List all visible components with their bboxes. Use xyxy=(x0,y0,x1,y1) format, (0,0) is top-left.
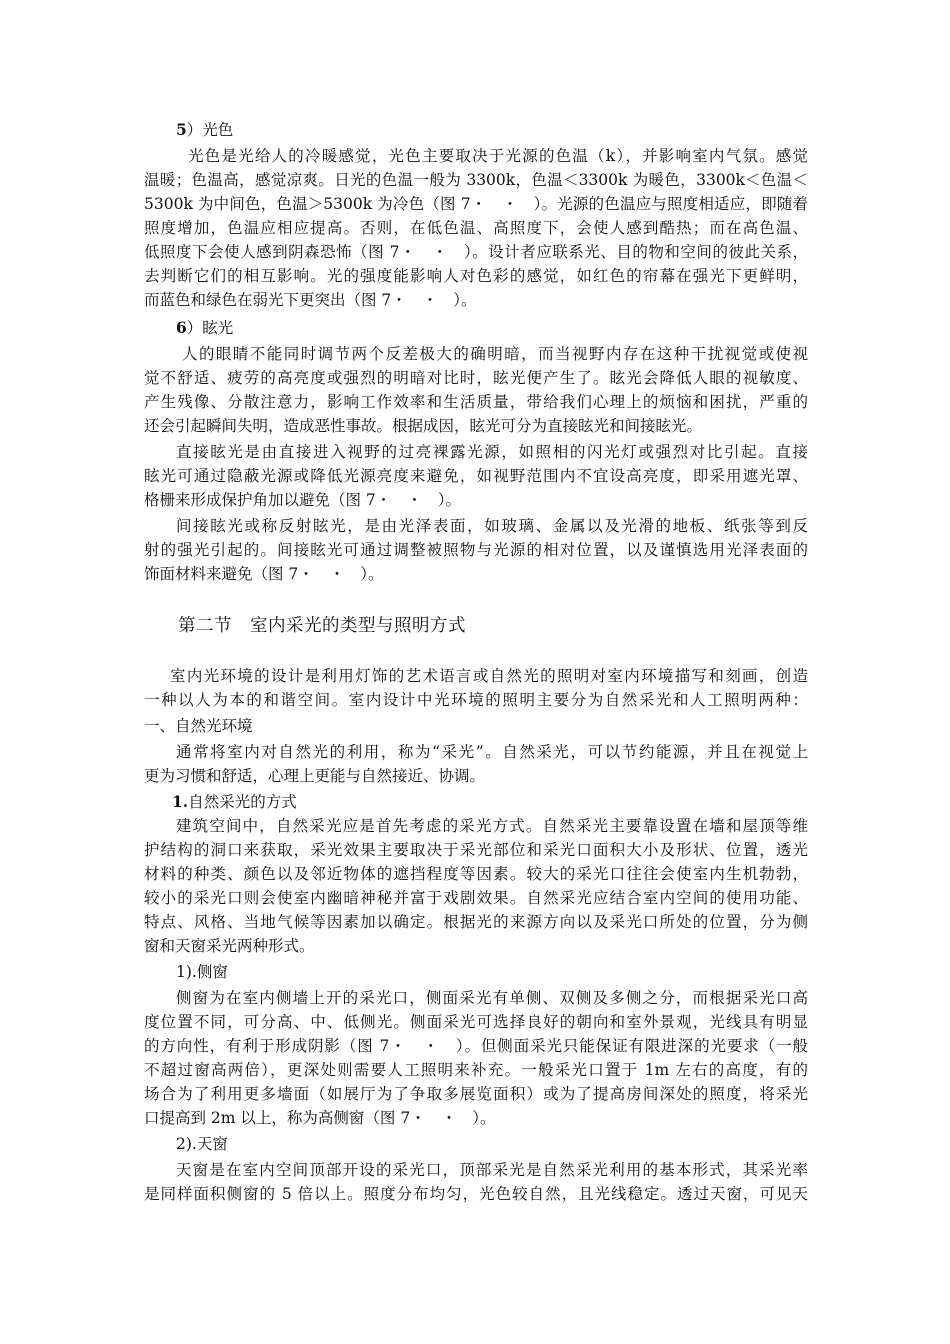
heading-line xyxy=(176,119,840,141)
text-line: 照度增加，色温应相应提高。否则，在低色温、高照度下，会使人感到酷热；而在高色温、 xyxy=(144,219,808,237)
text-line: 更为习惯和舒适，心理上更能与自然接近、协调。 xyxy=(144,767,486,785)
text-line: 口提高到 2m 以上，称为高侧窗（图 7・ ・ ）。 xyxy=(144,1109,496,1127)
section-title: 第二节 室内采光的类型与照明方式 xyxy=(178,616,466,636)
text-line: 护结构的洞口来获取，采光效果主要取决于采光部位和采光口面积大小及形状、位置，透光 xyxy=(144,841,808,859)
text-line: 产生残像、分散注意力，影响工作效率和生活质量，带给我们心理上的烦恼和困扰，严重的 xyxy=(144,393,808,411)
heading-number: 6 xyxy=(176,318,187,337)
text-line: 眩光可通过隐蔽光源或降低光源亮度来避免，如视野范围内不宜设高亮度，即采用遮光罩、 xyxy=(144,467,808,485)
text-line: 是同样面积侧窗的 5 倍以上。照度分布均匀，光色较自然，且光线稳定。透过天窗，可见天 xyxy=(144,1185,808,1203)
text-line: 窗和天窗采光两种形式。 xyxy=(144,937,315,955)
text-line: 室内光环境的设计是利用灯饰的艺术语言或自然光的照明对室内环境描写和刻画，创造 xyxy=(170,667,808,685)
text-line: 通常将室内对自然光的利用，称为“采光”。自然采光，可以节约能源，并且在视觉上 xyxy=(176,743,808,761)
text-line: 觉不舒适、疲劳的高亮度或强烈的明暗对比时，眩光便产生了。眩光会降低人眼的视敏度、 xyxy=(144,369,808,387)
text-line: 射的强光引起的。间接眩光可通过调整被照物与光源的相对位置，以及谨慎选用光泽表面的 xyxy=(144,541,808,559)
heading-text: ）光色 xyxy=(186,121,234,139)
heading-number: 5 xyxy=(176,120,187,139)
text-line: 一种以人为本的和谐空间。室内设计中光环境的照明主要分为自然采光和人工照明两种： xyxy=(144,691,808,709)
heading-number: 1. xyxy=(172,792,189,811)
text-line: 不超过窗高两倍），更深处则需要人工照明来补充。一般采光口置于 1m 左右的高度，有的 xyxy=(144,1061,808,1079)
text-line: 人的眼睛不能同时调节两个反差极大的确明暗，而当视野内存在这种干扰视觉或使视 xyxy=(182,345,808,363)
text-line: 材料的种类、颜色以及邻近物体的遮挡程度等因素。较大的采光口往往会使室内生机勃勃， xyxy=(144,865,808,883)
text-line: 还会引起瞬间失明，造成恶性事故。根据成因，眩光可分为直接眩光和间接眩光。 xyxy=(144,417,703,435)
text-line: 而蓝色和绿色在弱光下更突出（图 7・ ・ ）。 xyxy=(144,291,477,309)
text-line: 饰面材料来避免（图 7・ ・ ）。 xyxy=(144,565,384,583)
text-line: 5300k 为中间色，色温＞5300k 为冷色（图 7・ ・ ）。光源的色温应与照度相适应，即随着 xyxy=(144,195,808,213)
text-line: 度位置不同，可分高、中、低侧光。侧面采光可选择良好的朝向和室外景观，光线具有明显 xyxy=(144,1013,808,1031)
text-line: 直接眩光是由直接进入视野的过亮裸露光源，如照相的闪光灯或强烈对比引起。直接 xyxy=(176,443,808,461)
text-line: 的方向性，有利于形成阴影（图 7・ ・ ）。但侧面采光只能保证有限进深的光要求（一般 xyxy=(144,1037,808,1055)
text-line: 1).侧窗 xyxy=(176,963,228,981)
text-line: 格栅来形成保护角加以避免（图 7・ ・ ）。 xyxy=(144,491,462,509)
text-line: 2).天窗 xyxy=(176,1135,228,1153)
heading-text: 自然采光的方式 xyxy=(188,793,297,811)
heading-text: ）眩光 xyxy=(186,319,234,337)
text-line: 一、自然光环境 xyxy=(144,717,253,735)
text-line: 建筑空间中，自然采光应是首先考虑的采光方式。自然采光主要靠设置在墙和屋顶等维 xyxy=(176,817,808,835)
text-line: 光色是光给人的冷暖感觉，光色主要取决于光源的色温（k），并影响室内气氛。感觉 xyxy=(188,147,808,165)
heading-line xyxy=(172,791,836,813)
heading-line xyxy=(176,317,840,339)
text-line: 场合为了利用更多墙面（如展厅为了争取多展览面积）或为了提高房间深处的照度，将采光 xyxy=(144,1085,808,1103)
text-line: 侧窗为在室内侧墙上开的采光口，侧面采光有单侧、双侧及多侧之分，而根据采光口高 xyxy=(176,989,808,1007)
text-line: 特点、风格、当地气候等因素加以确定。根据光的来源方向以及采光口所处的位置，分为侧 xyxy=(144,913,808,931)
text-line: 温暖；色温高，感觉凉爽。日光的色温一般为 3300k，色温＜3300k 为暖色，3300k＜色温＜ xyxy=(144,171,808,189)
text-line: 间接眩光或称反射眩光，是由光泽表面，如玻璃、金属以及光滑的地板、纸张等到反 xyxy=(176,517,808,535)
text-line: 天窗是在室内空间顶部开设的采光口，顶部采光是自然采光利用的基本形式，其采光率 xyxy=(176,1161,808,1179)
text-line: 较小的采光口则会使室内幽暗神秘并富于戏剧效果。自然采光应结合室内空间的使用功能、 xyxy=(144,889,808,907)
text-line: 去判断它们的相互影响。光的强度能影响人对色彩的感觉，如红色的帘幕在强光下更鲜明， xyxy=(144,267,808,285)
text-line: 低照度下会使人感到阴森恐怖（图 7・ ・ ）。设计者应联系光、目的物和空间的彼此关系， xyxy=(144,243,808,261)
